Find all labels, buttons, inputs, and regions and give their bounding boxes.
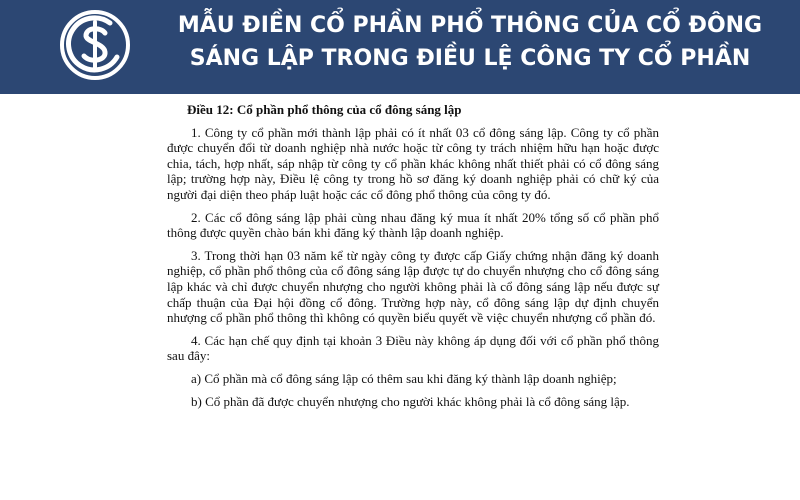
clause-2: 2. Các cổ đông sáng lập phải cùng nhau đăng ký mua ít nhất 20% tổng số cổ phần phổ thông được quyền chào bán khi đăng ký thành lập doanh nghiệp. (167, 209, 659, 241)
document-excerpt (167, 102, 659, 416)
dollar-coin-logo-icon (59, 9, 131, 81)
banner-title (150, 9, 790, 75)
article-heading: Điều 12: Cổ phần phổ thông của cổ đông sáng lập (187, 102, 462, 117)
clause-1: 1. Công ty cổ phần mới thành lập phải có ít nhất 03 cổ đông sáng lập. Công ty cổ phần được chuyển đổi từ doanh nghiệp nhà nước hoặc từ công ty trách nhiệm hữu hạn hoặc được chia, tách, hợp nhất, sáp nhập từ công ty cổ phần khác không nhất thiết phải có cổ đông sáng lập; trường hợp này, Điều lệ công ty trong hồ sơ đăng ký doanh nghiệp phải có chữ ký của người đại diện theo pháp luật hoặc các cổ đông phổ thông của công ty đó. (167, 124, 659, 202)
banner-title-line-1: MẪU ĐIỀN CỔ PHẦN PHỔ THÔNG CỦA CỔ ĐÔNG (177, 13, 763, 38)
clause-4: 4. Các hạn chế quy định tại khoản 3 Điều này không áp dụng đối với cổ phần phổ thông sau đây: (167, 332, 659, 364)
clause-3: 3. Trong thời hạn 03 năm kể từ ngày công ty được cấp Giấy chứng nhận đăng ký doanh nghiệp, cổ phần phổ thông của cổ đông sáng lập được tự do chuyển nhượng cho cổ đông sáng lập khác và chỉ được chuyển nhượng cho người không phải là cổ đông sáng lập nếu được sự chấp thuận của Đại hội đồng cổ đông. Trường hợp này, cổ đông sáng lập dự định chuyển nhượng cổ phần phổ thông thì không có quyền biểu quyết về việc chuyển nhượng cổ phần đó. (167, 247, 659, 326)
title-banner (0, 0, 800, 94)
clause-4b: b) Cổ phần đã được chuyển nhượng cho người khác không phải là cổ đông sáng lập. (191, 393, 630, 409)
banner-title-line-2: SÁNG LẬP TRONG ĐIỀU LỆ CÔNG TY CỔ PHẦN (189, 46, 751, 71)
clause-4a: a) Cổ phần mà cổ đông sáng lập có thêm sau khi đăng ký thành lập doanh nghiệp; (191, 370, 617, 386)
